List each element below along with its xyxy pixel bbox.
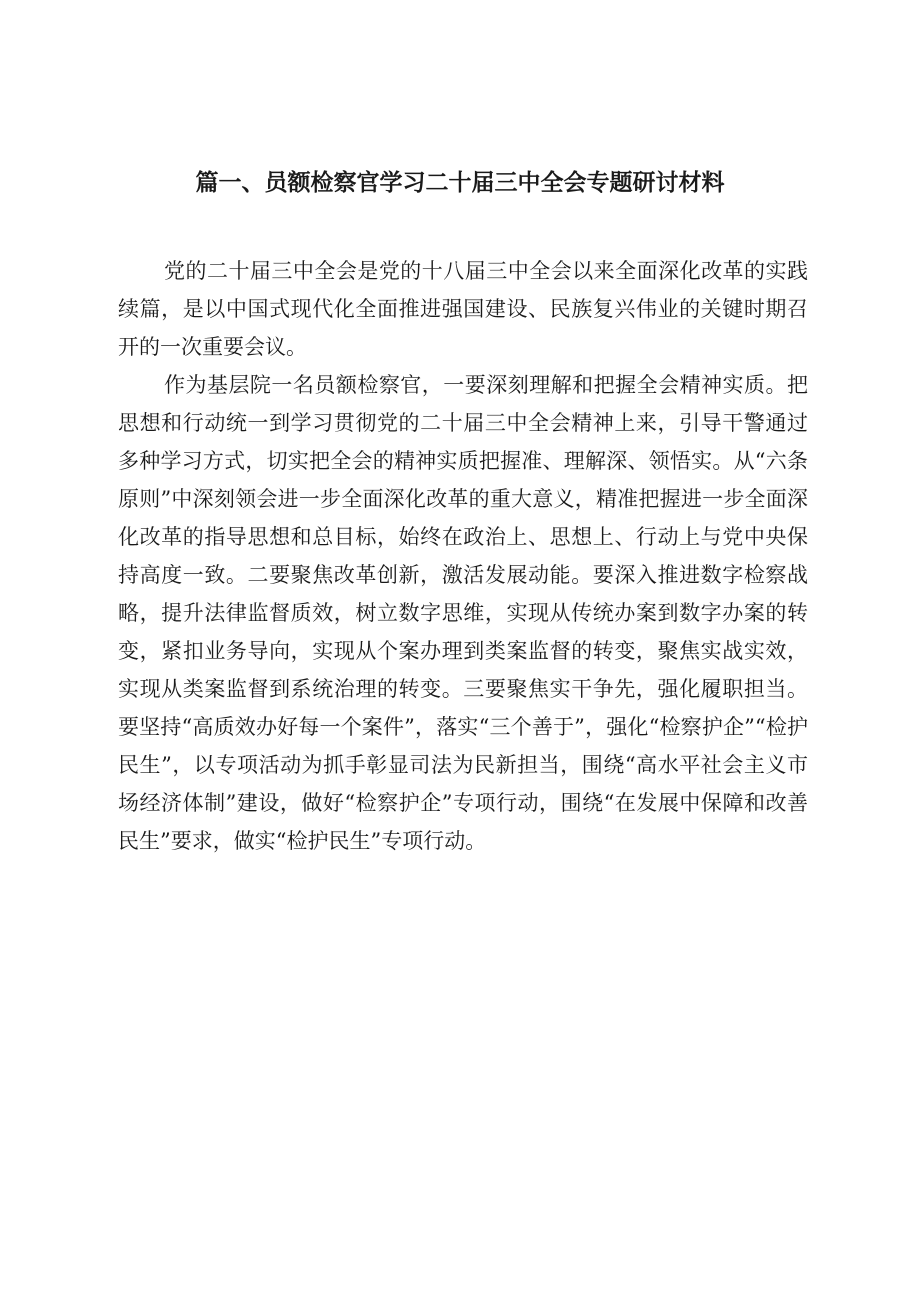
document-body <box>118 252 808 860</box>
paragraph-intro: 党的二十届三中全会是党的十八届三中全会以来全面深化改革的实践续篇，是以中国式现代化全面推进强国建设、民族复兴伟业的关键时期召开的一次重要会议。 <box>118 259 808 359</box>
paragraph-main: 作为基层院一名员额检察官，一要深刻理解和把握全会精神实质。把思想和行动统一到学习贯彻党的二十届三中全会精神上来，引导干警通过多种学习方式，切实把全会的精神实质把握准、理解深、领悟实。从“六条原则”中深刻领会进一步全面深化改革的重大意义，精准把握进一步全面深化改革的指导思想和总目标，始终在政治上、思想上、行动上与党中央保持高度一致。二要聚焦改革创新，激活发展动能。要深入推进数字检察战略，提升法律监督质效，树立数字思维，实现从传统办案到数字办案的转变，紧扣业务导向，实现从个案办理到类案监督的转变，聚焦实战实效，实现从类案监督到系统治理的转变。三要聚焦实干争先，强化履职担当。要坚持“高质效办好每一个案件”，落实“三个善于”，强化“检察护企”“检护民生”，以专项活动为抓手彰显司法为民新担当，围绕“高水平社会主义市场经济体制”建设，做好“检察护企”专项行动，围绕“在发展中保障和改善民生”要求，做实“检护民生”专项行动。 <box>118 373 808 853</box>
document-title: 篇一、员额检察官学习二十届三中全会专题研讨材料 <box>195 170 725 196</box>
